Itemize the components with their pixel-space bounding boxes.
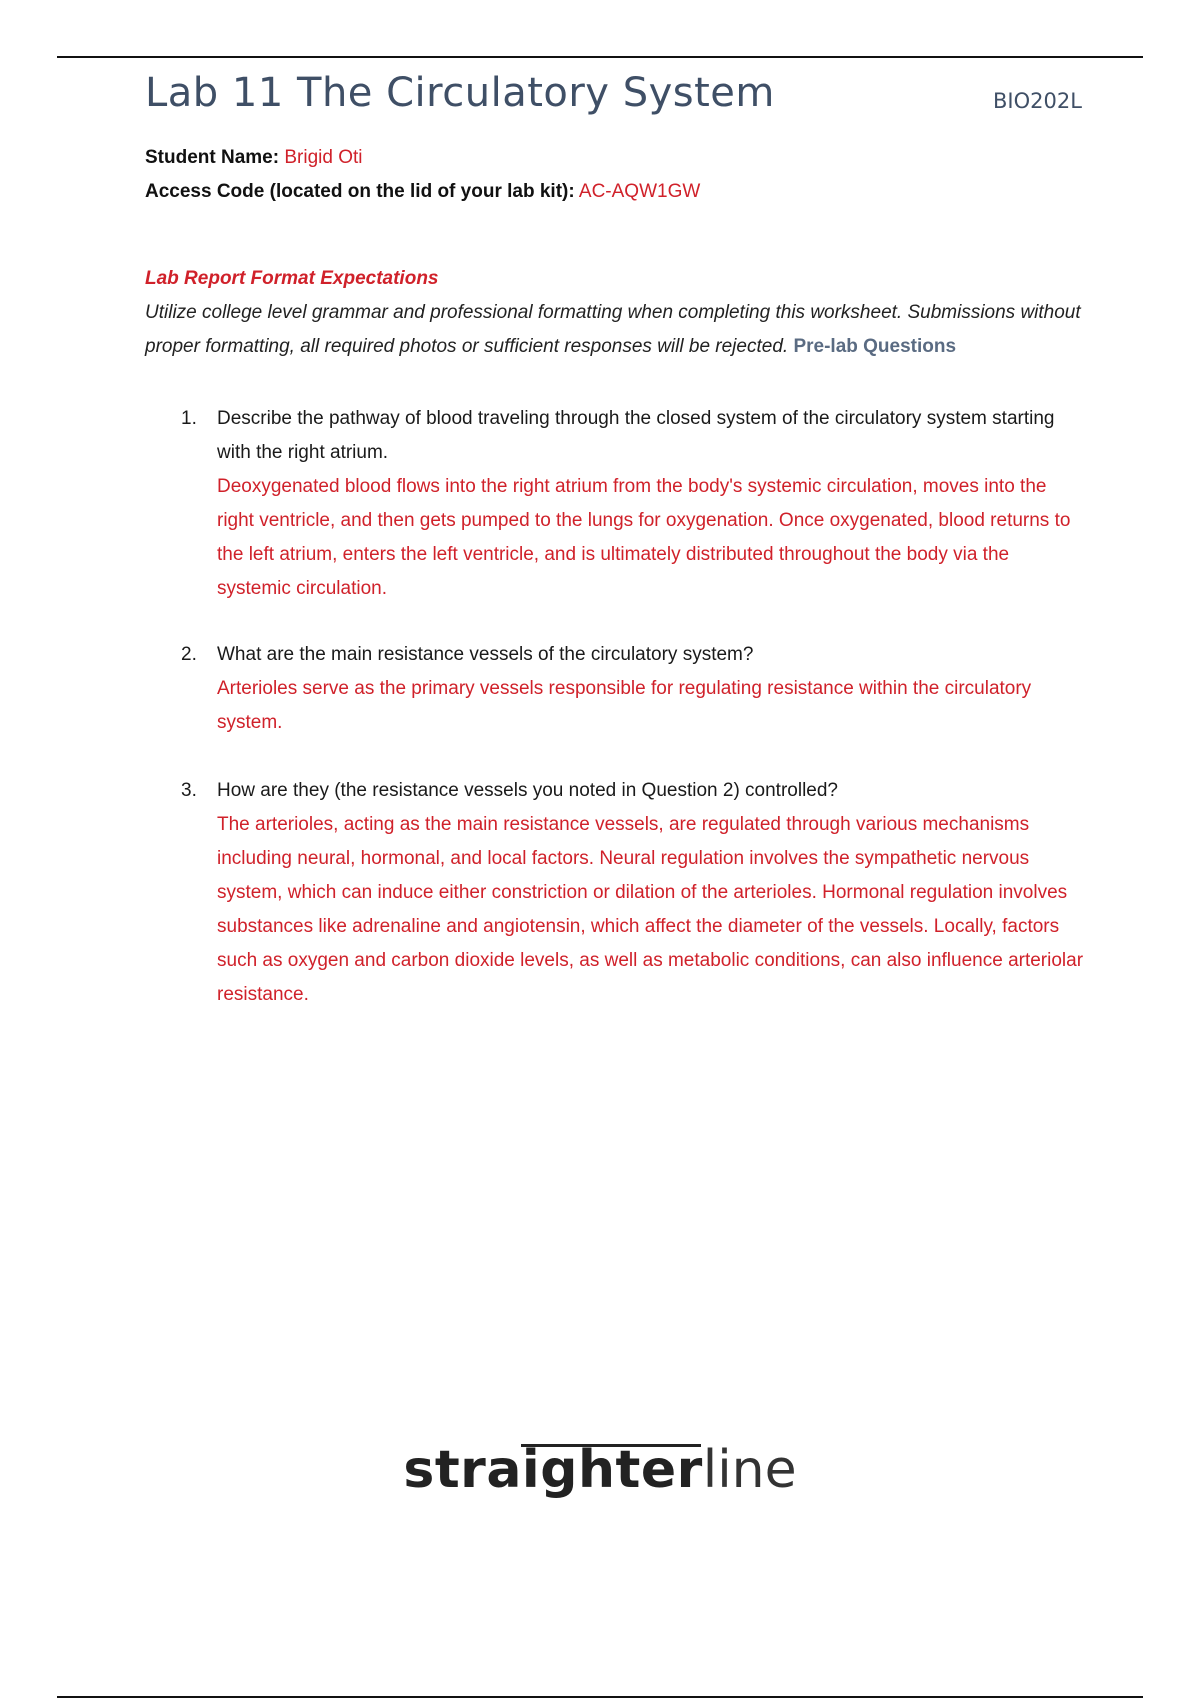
answer-text: Deoxygenated blood flows into the right atrium from the body's systemic circulation, moves into the right ventricle, and then gets pumped to the lungs for oxygenation. Once oxygenated, blood returns to the left atrium, enters the left ventricle, and is ultimately distributed throughout the body via the systemic circulation. [217, 476, 1071, 599]
question-item [145, 638, 1085, 740]
question-item [145, 402, 1085, 606]
course-code: BIO202L [993, 89, 1082, 113]
prelab-heading: Pre-lab Questions [793, 336, 957, 357]
student-name-field [145, 146, 363, 170]
page-title: Lab 11 The Circulatory System [145, 70, 775, 116]
prelab-question-list [145, 402, 1085, 1012]
bottom-rule [57, 1696, 1143, 1698]
question-item [145, 774, 1085, 1012]
question-number: 3. [181, 780, 197, 801]
access-code-field [145, 180, 700, 204]
expectations-paragraph [145, 296, 1085, 364]
question-text: How are they (the resistance vessels you noted in Question 2) controlled? [217, 780, 838, 801]
access-code-label: Access Code (located on the lid of your lab kit): [145, 181, 575, 202]
student-name-value: Brigid Oti [284, 147, 363, 168]
expectations-body: Utilize college level grammar and professional formatting when completing this worksheet. Submissions without proper formatting, all required photos or sufficient responses will be rejected. [145, 302, 1081, 357]
straighterline-logo [0, 1440, 1200, 1500]
answer-text: Arterioles serve as the primary vessels responsible for regulating resistance within the circulatory system. [217, 678, 1032, 733]
student-name-label: Student Name: [145, 147, 280, 168]
expectations-heading: Lab Report Format Expectations [145, 268, 439, 289]
question-number: 2. [181, 644, 197, 665]
question-text: What are the main resistance vessels of the circulatory system? [217, 644, 754, 665]
format-expectations [145, 262, 1085, 364]
question-number: 1. [181, 408, 197, 429]
answer-text: The arterioles, acting as the main resistance vessels, are regulated through various mechanisms including neural, hormonal, and local factors. Neural regulation involves the sympathetic nervous system, which can induce either constriction or dilation of the arterioles. Hormonal regulation involves substances like adrenaline and angiotensin, which affect the diameter of the vessels. Locally, factors such as oxygen and carbon dioxide levels, as well as metabolic conditions, can also influence arteriolar resistance. [217, 814, 1084, 1005]
logo-light-text: line [702, 1440, 797, 1500]
logo-bold-text: straighter [403, 1440, 703, 1500]
question-text: Describe the pathway of blood traveling through the closed system of the circulatory system starting with the right atrium. [217, 408, 1055, 463]
top-rule [57, 56, 1143, 58]
access-code-value: AC-AQW1GW [578, 181, 701, 202]
